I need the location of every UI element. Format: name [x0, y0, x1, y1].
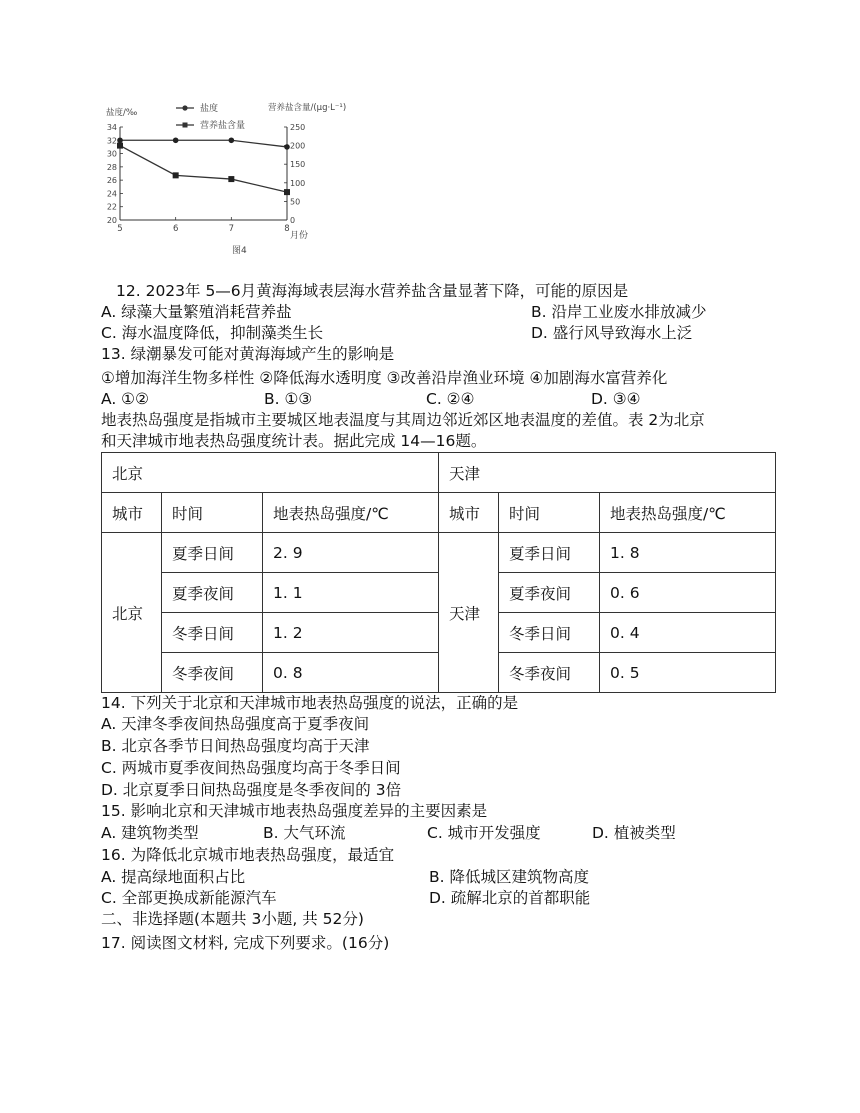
x-tick-label: 8 — [284, 224, 290, 234]
legend-salinity-label: 盐度 — [200, 104, 219, 114]
q13-option-b[interactable]: B. ①③ — [264, 390, 313, 408]
q16-stem: 16. 为降低北京城市地表热岛强度，最适宜 — [101, 846, 395, 864]
nutrient-point — [228, 176, 234, 182]
table-group-row — [102, 453, 776, 493]
q15-option-c[interactable]: C. 城市开发强度 — [427, 824, 541, 842]
table-header-city: 城市 — [439, 493, 499, 533]
q16-option-b[interactable]: B. 降低城区建筑物高度 — [429, 868, 589, 886]
table-header-time: 时间 — [499, 493, 600, 533]
x-tick-label: 7 — [228, 224, 235, 234]
table-city-beijing: 北京 — [102, 533, 162, 693]
x-tick-label: 5 — [117, 224, 123, 234]
left-tick-label: 32 — [106, 136, 117, 146]
table-cell-time: 冬季夜间 — [162, 653, 263, 693]
q17-stem: 17. 阅读图文材料, 完成下列要求。(16分) — [101, 934, 390, 952]
figure-4-chart — [100, 98, 365, 263]
q15-option-b[interactable]: B. 大气环流 — [263, 824, 346, 842]
table-header-row — [102, 493, 776, 533]
table-header-intensity: 地表热岛强度/℃ — [263, 493, 439, 533]
left-tick-label: 24 — [106, 189, 117, 199]
left-tick-label: 28 — [106, 162, 117, 172]
table-header-intensity: 地表热岛强度/℃ — [600, 493, 776, 533]
table-cell-beijing-value: 0. 8 — [263, 653, 439, 693]
q15-option-a[interactable]: A. 建筑物类型 — [101, 824, 199, 842]
left-tick-label: 26 — [106, 176, 117, 186]
salinity-point — [117, 137, 123, 143]
q12-stem: 12. 2023年 5—6月黄海海域表层海水营养盐含量显著下降，可能的原因是 — [116, 282, 629, 300]
right-tick-label: 0 — [290, 216, 296, 225]
table-header-city: 城市 — [102, 493, 162, 533]
table-cell-beijing-value: 1. 1 — [263, 573, 439, 613]
nutrient-point — [173, 172, 179, 178]
q13-option-d[interactable]: D. ③④ — [591, 390, 641, 408]
q12-option-a[interactable]: A. 绿藻大量繁殖消耗营养盐 — [101, 303, 292, 321]
q14-stem: 14. 下列关于北京和天津城市地表热岛强度的说法，正确的是 — [101, 694, 519, 712]
salinity-point — [229, 137, 235, 143]
left-tick-label: 20 — [106, 216, 117, 225]
q14-option-a[interactable]: A. 天津冬季夜间热岛强度高于夏季夜间 — [101, 715, 370, 733]
right-tick-label: 250 — [290, 123, 306, 132]
legend — [176, 102, 245, 131]
table-cell-time: 夏季夜间 — [162, 573, 263, 613]
table-cell-time: 夏季日间 — [499, 533, 600, 573]
table-cell-time: 冬季夜间 — [499, 653, 600, 693]
q16-option-d[interactable]: D. 疏解北京的首都职能 — [429, 889, 591, 907]
intro-line-1: 地表热岛强度是指城市主要城区地表温度与其周边邻近郊区地表温度的差值。表 2为北京 — [101, 411, 705, 429]
x-tick-label: 6 — [172, 224, 179, 234]
intro-line-2: 和天津城市地表热岛强度统计表。据此完成 14—16题。 — [101, 432, 487, 450]
legend-nutrient-marker — [183, 123, 188, 128]
table-row — [102, 533, 776, 573]
q13-items: ①增加海洋生物多样性 ②降低海水透明度 ③改善沿岸渔业环境 ④加剧海水富营养化 — [101, 369, 668, 387]
right-tick-label: 50 — [290, 197, 301, 207]
legend-salinity-marker — [182, 105, 187, 110]
q15-stem: 15. 影响北京和天津城市地表热岛强度差异的主要因素是 — [101, 802, 488, 820]
right-tick-label: 100 — [290, 178, 306, 188]
table-cell-beijing-value: 2. 9 — [263, 533, 439, 573]
q12-options-cd — [101, 323, 692, 343]
q16-options-ab — [101, 867, 589, 887]
heat-island-table — [101, 452, 776, 693]
left-tick-label: 34 — [106, 123, 117, 132]
salinity-point — [173, 137, 179, 143]
salinity-line — [120, 140, 287, 147]
nutrient-line — [120, 146, 287, 193]
right-tick-label: 200 — [290, 141, 306, 151]
q14-option-d[interactable]: D. 北京夏季日间热岛强度是冬季夜间的 3倍 — [101, 781, 402, 799]
q13-stem: 13. 绿潮暴发可能对黄海海域产生的影响是 — [101, 345, 395, 363]
x-axis-unit: 月份 — [290, 231, 309, 241]
q14-option-c[interactable]: C. 两城市夏季夜间热岛强度均高于冬季日间 — [101, 759, 401, 777]
left-tick-label: 30 — [106, 149, 117, 159]
table-cell-time: 冬季日间 — [499, 613, 600, 653]
nutrient-point — [284, 189, 290, 195]
table-cell-time: 夏季夜间 — [499, 573, 600, 613]
right-tick-label: 150 — [290, 160, 306, 170]
table-group-tianjin: 天津 — [439, 453, 776, 493]
legend-nutrient-label: 营养盐含量 — [200, 121, 246, 131]
table-cell-tianjin-value: 0. 4 — [600, 613, 776, 653]
q12-option-d[interactable]: D. 盛行风导致海水上泛 — [531, 324, 693, 342]
left-tick-label: 22 — [106, 202, 117, 212]
section-2-heading: 二、非选择题(本题共 3小题, 共 52分) — [101, 910, 364, 928]
nutrient-point — [117, 143, 123, 149]
salinity-point — [284, 144, 290, 150]
table-cell-tianjin-value: 0. 6 — [600, 573, 776, 613]
left-axis-label: 盐度/‰ — [106, 108, 138, 118]
table-cell-tianjin-value: 1. 8 — [600, 533, 776, 573]
q13-option-a[interactable]: A. ①② — [101, 390, 149, 408]
table-group-beijing: 北京 — [102, 453, 439, 493]
q12-option-c[interactable]: C. 海水温度降低，抑制藻类生长 — [101, 324, 324, 342]
table-cell-beijing-value: 1. 2 — [263, 613, 439, 653]
q12-option-b[interactable]: B. 沿岸工业废水排放减少 — [531, 303, 707, 321]
right-axis-label: 营养盐含量/(μg·L⁻¹) — [268, 103, 347, 113]
q15-option-d[interactable]: D. 植被类型 — [592, 824, 676, 842]
table-cell-tianjin-value: 0. 5 — [600, 653, 776, 693]
q13-option-c[interactable]: C. ②④ — [426, 390, 475, 408]
table-cell-time: 夏季日间 — [162, 533, 263, 573]
figure-caption: 图4 — [232, 246, 247, 256]
q16-options-cd — [101, 888, 590, 908]
table-cell-time: 冬季日间 — [162, 613, 263, 653]
q12-options-ab — [101, 302, 707, 322]
table-city-tianjin: 天津 — [439, 533, 499, 693]
q14-option-b[interactable]: B. 北京各季节日间热岛强度均高于天津 — [101, 737, 370, 755]
q16-option-a[interactable]: A. 提高绿地面积占比 — [101, 868, 246, 886]
q16-option-c[interactable]: C. 全部更换成新能源汽车 — [101, 889, 277, 907]
table-header-time: 时间 — [162, 493, 263, 533]
